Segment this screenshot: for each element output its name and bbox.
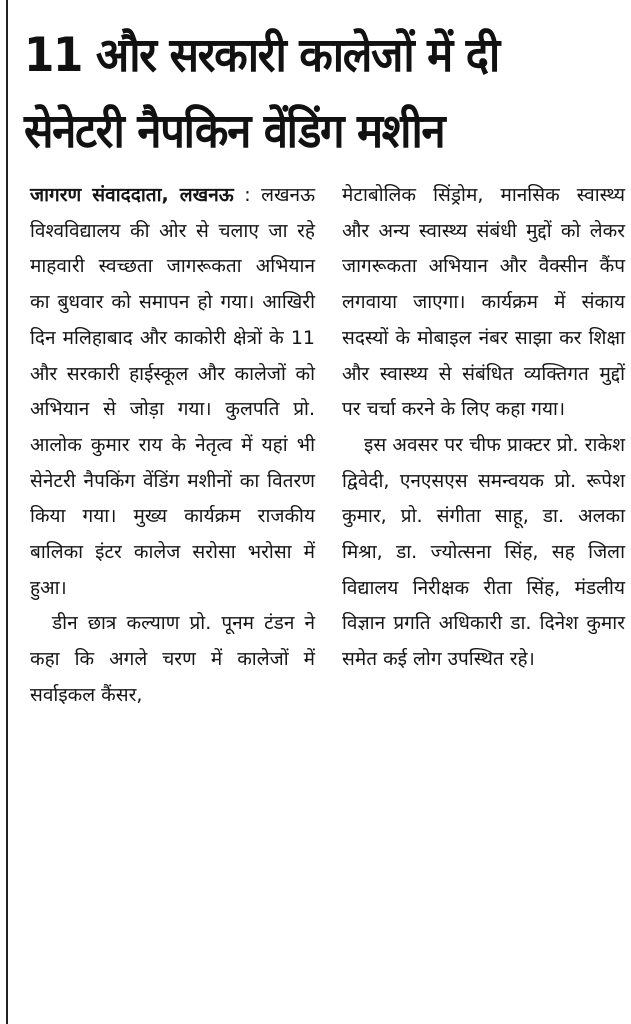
paragraph-3: इस अवसर पर चीफ प्राक्टर प्रो. राकेश द्विवेदी, एनएसएस समन्वयक प्रो. रूपेश कुमार, प्रो. संगीता साहू, डा. अलका मिश्रा, डा. ज्योत्सना सिंह, सह जिला विद्यालय निरीक्षक रीता सिंह, मंडलीय विज्ञान प्रगति अधिकारी डा. दिनेश कुमार समेत कई लोग उपस्थित रहे। [342,433,625,671]
paragraph-2-continued: मेटाबोलिक सिंड्रोम, मानसिक स्वास्थ्य और अन्य स्वास्थ्य संबंधी मुद्दों को लेकर जागरूकता अभियान और वैक्सीन कैंप लगवाया जाएगा। कार्यक्रम में संकाय सदस्यों के मोबाइल नंबर साझा कर शिक्षा और स्वास्थ्य से संबंधित व्यक्तिगत मुद्दों पर चर्चा करने के लिए कहा गया। [342,184,625,421]
headline [24,18,582,170]
article-column-left [30,178,315,714]
paragraph-2: डीन छात्र कल्याण प्रो. पूनम टंडन ने कहा कि अगले चरण में कालेजों में सर्वाइकल कैंसर, [30,612,315,706]
headline-line-2: सेनेटरी नैपकिन वेंडिंग मशीन [24,104,445,159]
paragraph-1 [30,178,315,606]
column-rule [6,0,8,1024]
headline-line-1: 11 और सरकारी कालेजों में दी [24,28,499,83]
paragraph-1-text: : लखनऊ विश्वविद्यालय की ओर से चलाए जा रहे माहवारी स्वच्छता जागरूकता अभियान का बुधवार को समापन हो गया। आखिरी दिन मलिहाबाद और काकोरी क्षेत्रों के 11 और सरकारी हाईस्कूल और कालेजों को अभियान से जोड़ा गया। कुलपति प्रो. आलोक कुमार राय के नेतृत्व में यहां भी सेनेटरी नैपकिंग वेंडिंग मशीनों का वितरण किया गया। मुख्य कार्यक्रम राजकीय बालिका इंटर कालेज सरोसा भरोसा में हुआ। [30,184,315,599]
article-column-right [342,178,625,678]
byline: जागरण संवाददाता, लखनऊ [30,184,234,206]
